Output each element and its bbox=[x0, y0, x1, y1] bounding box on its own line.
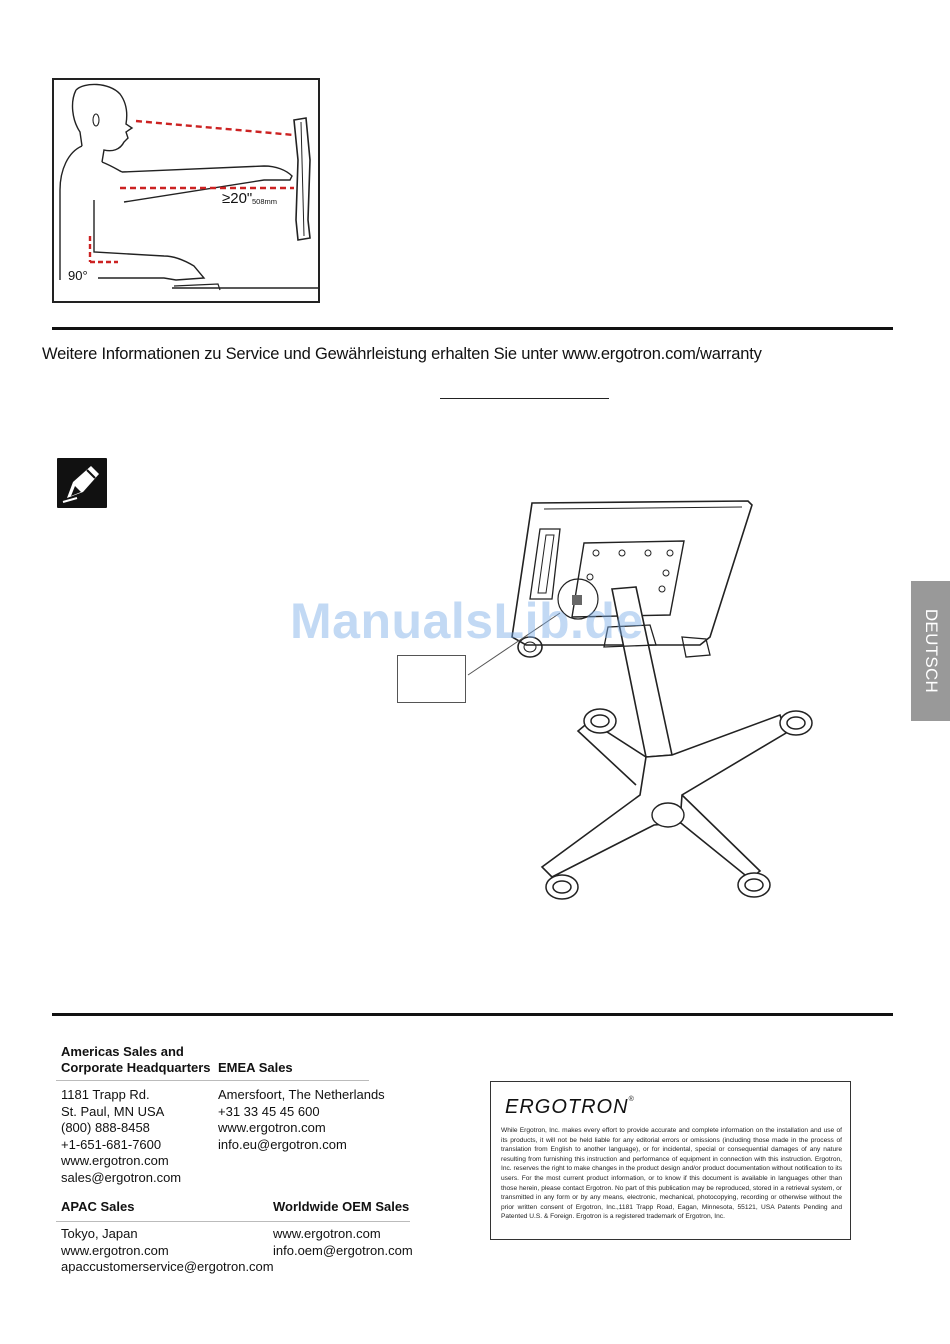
emea-sales-details bbox=[218, 1087, 385, 1153]
apac-sales-details bbox=[61, 1226, 274, 1276]
emea-sales-contact bbox=[218, 1060, 293, 1076]
watermark: ManualsLib.de bbox=[290, 593, 644, 649]
ergonomics-illustration bbox=[54, 80, 318, 301]
americas-heading-line-2: Corporate Headquarters bbox=[61, 1060, 211, 1075]
ergonomics-figure bbox=[52, 78, 320, 303]
americas-heading-line-1: Americas Sales and bbox=[61, 1044, 184, 1059]
legal-disclaimer-text: While Ergotron, Inc. makes every effort to provide accurate and complete information on the installation and use of its products, it will not be held liable for any editorial errors or omissions (including those made in the process of translation from English to another language), or for incidental, special or consequential damages of any nature resulting from furnishing this instruction and performance of equipment in connection with this instruction. Ergotron, Inc. reserves the right to make changes in the product design and/or product documentation without notification to its users. For the most current product information, or to know if this document is available in languages other than those herein, please contact Ergotron. No part of this publication may be reproduced, stored in a retrieval system, or transmitted in any form or by any means, electronic, mechanical, photocopying, recording or otherwise without the prior written consent of Ergotron, Inc.,1181 Trapp Road, Eagan, Minnesota, 55121, USA Patents Pending and Patented U.S. & Foreign. Ergotron is a registered trademark of Ergotron, Inc. bbox=[501, 1127, 842, 1221]
americas-website[interactable]: www.ergotron.com bbox=[61, 1153, 169, 1168]
language-tab bbox=[911, 581, 950, 721]
ergotron-logo bbox=[505, 1096, 635, 1119]
contact-divider-top bbox=[56, 1080, 369, 1081]
americas-sales-contact bbox=[61, 1044, 211, 1076]
apac-sales-contact bbox=[61, 1199, 134, 1215]
pencil-note-icon bbox=[57, 458, 107, 508]
oem-sales-contact bbox=[273, 1199, 409, 1215]
legal-notice-box bbox=[490, 1081, 851, 1240]
pencil-icon-graphic bbox=[57, 458, 107, 508]
apac-email[interactable]: apaccustomerservice@ergotron.com bbox=[61, 1259, 274, 1274]
cart-illustration bbox=[460, 495, 820, 915]
emea-phone: +31 33 45 45 600 bbox=[218, 1103, 320, 1119]
emea-city-line: Amersfoort, The Netherlands bbox=[218, 1087, 385, 1102]
americas-address-line: 1181 Trapp Rd. bbox=[61, 1087, 150, 1102]
contact-divider-bottom bbox=[56, 1221, 410, 1222]
distance-metric-label: 508mm bbox=[252, 197, 278, 206]
warranty-text: Weitere Informationen zu Service und Gewährleistung erhalten Sie unter www.ergotron.com/warranty bbox=[42, 345, 762, 363]
short-divider bbox=[440, 398, 609, 399]
section-divider-top bbox=[52, 327, 893, 330]
emea-email[interactable]: info.eu@ergotron.com bbox=[218, 1136, 347, 1152]
callout-box bbox=[397, 655, 466, 703]
section-divider-bottom bbox=[52, 1013, 893, 1016]
emea-heading: EMEA Sales bbox=[218, 1060, 293, 1075]
americas-email[interactable]: sales@ergotron.com bbox=[61, 1169, 182, 1185]
apac-website[interactable]: www.ergotron.com bbox=[61, 1242, 169, 1258]
emea-website[interactable]: www.ergotron.com bbox=[218, 1120, 326, 1135]
language-tab-label: DEUTSCH bbox=[921, 608, 941, 694]
oem-email[interactable]: info.oem@ergotron.com bbox=[273, 1242, 413, 1258]
ergotron-logo-text: ERGOTRON bbox=[505, 1096, 629, 1118]
angle-label: 90° bbox=[68, 268, 88, 283]
distance-label: ≥20" bbox=[222, 190, 253, 207]
registered-mark: ® bbox=[628, 1096, 635, 1103]
oem-heading: Worldwide OEM Sales bbox=[273, 1199, 410, 1214]
oem-website[interactable]: www.ergotron.com bbox=[273, 1226, 381, 1241]
apac-city-line: Tokyo, Japan bbox=[61, 1226, 138, 1241]
americas-phone-tollfree: (800) 888-8458 bbox=[61, 1120, 150, 1135]
americas-sales-details bbox=[61, 1087, 181, 1186]
americas-phone-intl: +1-651-681-7600 bbox=[61, 1136, 162, 1152]
oem-sales-details bbox=[273, 1226, 413, 1259]
apac-heading: APAC Sales bbox=[61, 1199, 135, 1214]
americas-city-line: St. Paul, MN USA bbox=[61, 1103, 165, 1119]
